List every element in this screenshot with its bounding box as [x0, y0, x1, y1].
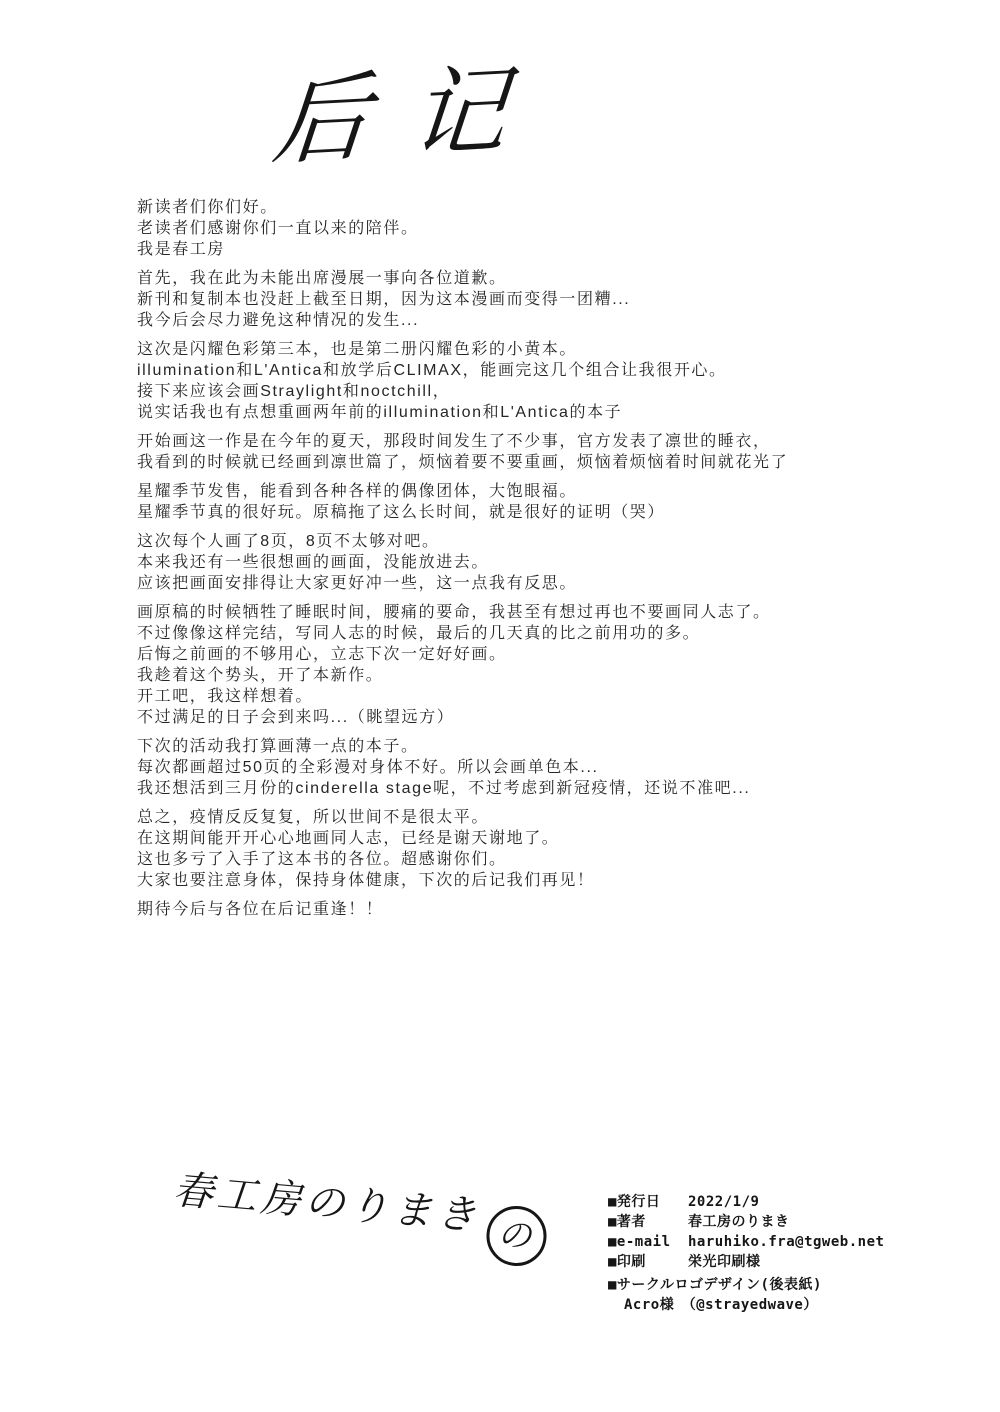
signature-text: 春工房のりまき	[171, 1167, 482, 1239]
text-line: 开始画这一作是在今年的夏天，那段时间发生了不少事，官方发表了凛世的睡衣，	[137, 433, 771, 450]
paragraph-effort	[137, 602, 917, 728]
author-signature	[169, 1158, 550, 1268]
text-line: 说实话我也有点想重画两年前的illumination和L'Antica的本子	[137, 404, 623, 421]
paragraph-summer	[137, 431, 917, 473]
text-line: 首先，我在此为未能出席漫展一事向各位道歉。	[137, 270, 507, 287]
text-line: 应该把画面安排得让大家更好冲一些，这一点我有反思。	[137, 575, 578, 592]
text-line: 开工吧，我这样想着。	[137, 688, 314, 705]
text-line: 新读者们你们好。	[137, 199, 278, 216]
text-line: 我趁着这个势头，开了本新作。	[137, 667, 384, 684]
text-line: 星耀季节真的很好玩。原稿拖了这么长时间，就是很好的证明（哭）	[137, 504, 666, 521]
paragraph-series	[137, 339, 917, 423]
signature-circle-mark: の	[484, 1203, 549, 1268]
text-line: 接下来应该会画Straylight和noctchill，	[137, 383, 451, 400]
text-line: 这次每个人画了8页，8页不太够对吧。	[137, 533, 440, 550]
colophon-label: ■印刷	[608, 1254, 646, 1270]
text-line: 星耀季节发售，能看到各种各样的偶像团体，大饱眼福。	[137, 483, 578, 500]
text-line: 老读者们感谢你们一直以来的陪伴。	[137, 220, 419, 237]
paragraph-greeting	[137, 197, 917, 260]
text-line: 这也多亏了入手了这本书的各位。超感谢你们。	[137, 851, 507, 868]
paragraph-pandemic	[137, 807, 917, 891]
colophon-value: 春工房のりまき	[688, 1214, 790, 1230]
colophon-row-printer	[608, 1252, 908, 1272]
text-line: 期待今后与各位在后记重逢！！	[137, 901, 384, 918]
text-line: 画原稿的时候牺牲了睡眠时间，腰痛的要命，我甚至有想过再也不要画同人志了。	[137, 604, 771, 621]
paragraph-farewell	[137, 899, 917, 920]
colophon-label: ■発行日	[608, 1194, 661, 1210]
colophon	[608, 1192, 908, 1315]
text-line: 在这期间能开开心心地画同人志，已经是谢天谢地了。	[137, 830, 560, 847]
text-line: 这次是闪耀色彩第三本，也是第二册闪耀色彩的小黄本。	[137, 341, 578, 358]
colophon-row-author	[608, 1212, 908, 1232]
paragraph-pages	[137, 531, 917, 594]
colophon-label: ■e-mail	[608, 1234, 671, 1250]
paragraph-game	[137, 481, 917, 523]
page-title: 后记	[268, 54, 554, 177]
colophon-logo-credit-value: Acro様 （@strayedwave）	[624, 1297, 818, 1313]
text-line: 我是春工房	[137, 241, 226, 258]
text-line: 不过满足的日子会到来吗...（眺望远方）	[137, 709, 455, 726]
colophon-value: haruhiko.fra@tgweb.net	[688, 1234, 885, 1250]
text-line: 大家也要注意身体，保持身体健康，下次的后记我们再见！	[137, 872, 595, 889]
colophon-row-email	[608, 1232, 908, 1252]
colophon-logo-credit	[608, 1275, 908, 1315]
colophon-value: 2022/1/9	[688, 1194, 760, 1210]
paragraph-apology	[137, 268, 917, 331]
text-line: 每次都画超过50页的全彩漫对身体不好。所以会画单色本...	[137, 759, 599, 776]
paragraph-next-event	[137, 736, 917, 799]
afterword-body	[137, 197, 917, 928]
text-line: 我看到的时候就已经画到凛世篇了，烦恼着要不要重画，烦恼着烦恼着时间就花光了	[137, 454, 789, 471]
text-line: 后悔之前画的不够用心，立志下次一定好好画。	[137, 646, 507, 663]
text-line: 新刊和复制本也没赶上截至日期，因为这本漫画而变得一团糟...	[137, 291, 631, 308]
text-line: 总之，疫情反反复复，所以世间不是很太平。	[137, 809, 490, 826]
text-line: 下次的活动我打算画薄一点的本子。	[137, 738, 419, 755]
text-line: 不过像像这样完结，写同人志的时候，最后的几天真的比之前用功的多。	[137, 625, 701, 642]
colophon-label: ■著者	[608, 1214, 646, 1230]
colophon-logo-credit-label: ■サークルロゴデザイン(後表紙)	[608, 1277, 822, 1293]
text-line: illumination和L'Antica和放学后CLIMAX，能画完这几个组合让我很开心。	[137, 362, 727, 379]
colophon-row-publish-date	[608, 1192, 908, 1212]
text-line: 我今后会尽力避免这种情况的发生...	[137, 312, 420, 329]
text-line: 本来我还有一些很想画的画面，没能放进去。	[137, 554, 490, 571]
text-line: 我还想活到三月份的cinderella stage呢，不过考虑到新冠疫情，还说不准吧...	[137, 780, 751, 797]
colophon-value: 栄光印刷様	[688, 1254, 761, 1270]
